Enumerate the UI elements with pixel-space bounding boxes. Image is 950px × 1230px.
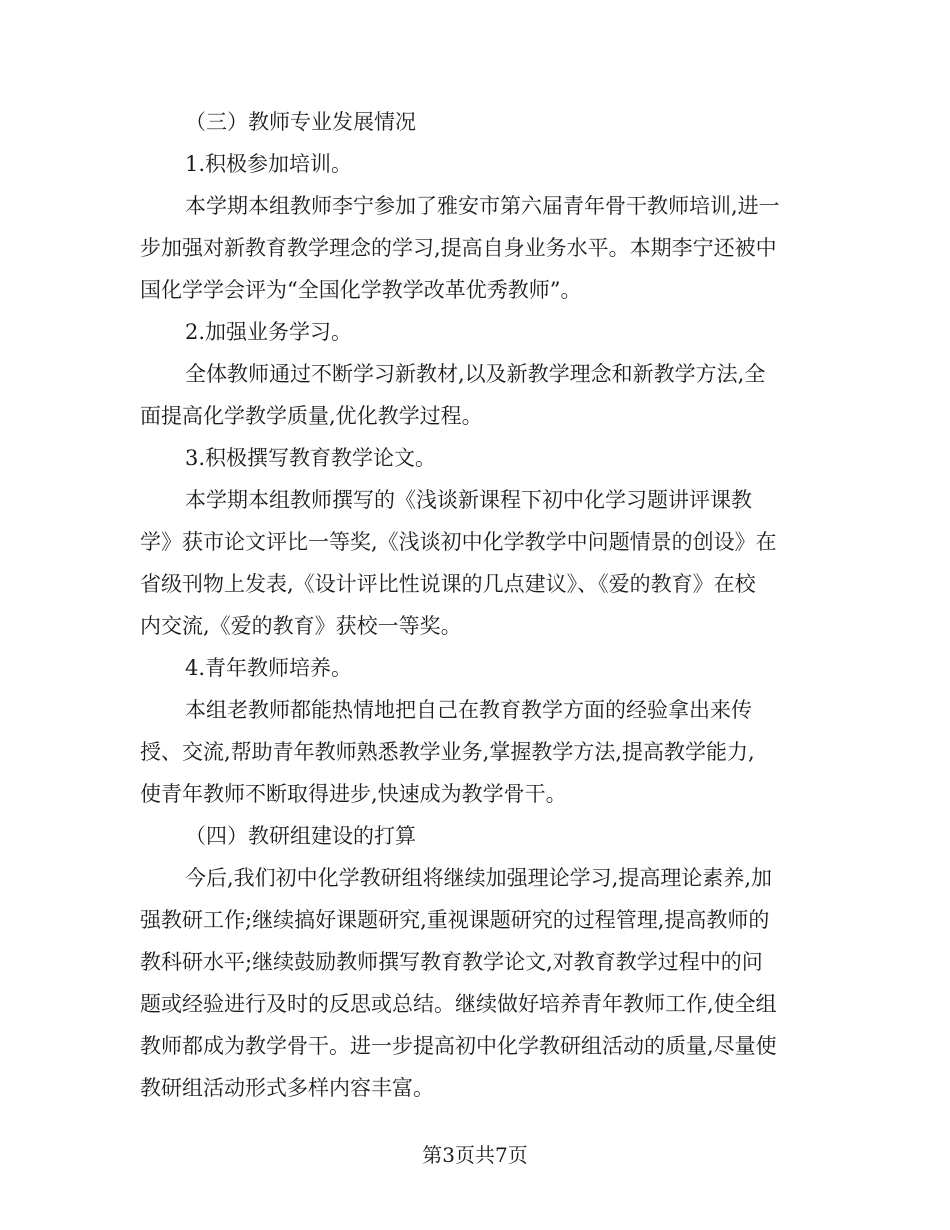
paragraph-line: 全体教师通过不断学习新教材,以及新教学理念和新教学方法,全 — [185, 362, 766, 386]
paragraph-line: 学》获市论文评比一等奖,《浅谈初中化学教学中问题情景的创设》在 — [140, 530, 777, 554]
paragraph-line: 本学期本组教师撰写的《浅谈新课程下初中化学习题讲评课教 — [185, 488, 752, 512]
item-4-title: 4.青年教师培养。 — [185, 656, 353, 680]
paragraph-line: 本学期本组教师李宁参加了雅安市第六届青年骨干教师培训,进一 — [185, 194, 780, 218]
paragraph-line: 今后,我们初中化学教研组将继续加强理论学习,提高理论素养,加 — [185, 866, 773, 890]
paragraph-line: 面提高化学教学质量,优化教学过程。 — [140, 404, 483, 428]
paragraph-line: 本组老教师都能热情地把自己在教育教学方面的经验拿出来传 — [185, 698, 752, 722]
item-3-title: 3.积极撰写教育教学论文。 — [185, 446, 437, 470]
paragraph-line: 题或经验进行及时的反思或总结。继续做好培养青年教师工作,使全组 — [140, 992, 777, 1016]
paragraph-line: 步加强对新教育教学理念的学习,提高自身业务水平。本期李宁还被中 — [140, 236, 777, 260]
paragraph-line: 授、交流,帮助青年教师熟悉教学业务,掌握教学方法,提高教学能力, — [140, 740, 755, 764]
paragraph-line: 省级刊物上发表,《设计评比性说课的几点建议》、《爱的教育》在校 — [140, 572, 756, 596]
paragraph-line: 教师都成为教学骨干。进一步提高初中化学教研组活动的质量,尽量使 — [140, 1034, 777, 1058]
paragraph-line: 强教研工作;继续搞好课题研究,重视课题研究的过程管理,提高教师的 — [140, 908, 770, 932]
section-heading-4: （四）教研组建设的打算 — [185, 824, 416, 848]
paragraph-line: 使青年教师不断取得进步,快速成为教学骨干。 — [140, 782, 567, 806]
paragraph-line: 内交流,《爱的教育》获校一等奖。 — [140, 614, 462, 638]
page-number-footer: 第3页共7页 — [422, 1143, 528, 1167]
paragraph-line: 教研组活动形式多样内容丰富。 — [140, 1076, 434, 1100]
paragraph-line: 教科研水平;继续鼓励教师撰写教育教学论文,对教育教学过程中的问 — [140, 950, 763, 974]
item-2-title: 2.加强业务学习。 — [185, 320, 353, 344]
section-heading-3: （三）教师专业发展情况 — [185, 110, 416, 134]
item-1-title: 1.积极参加培训。 — [185, 152, 353, 176]
paragraph-line: 国化学学会评为“全国化学教学改革优秀教师”。 — [140, 278, 582, 302]
